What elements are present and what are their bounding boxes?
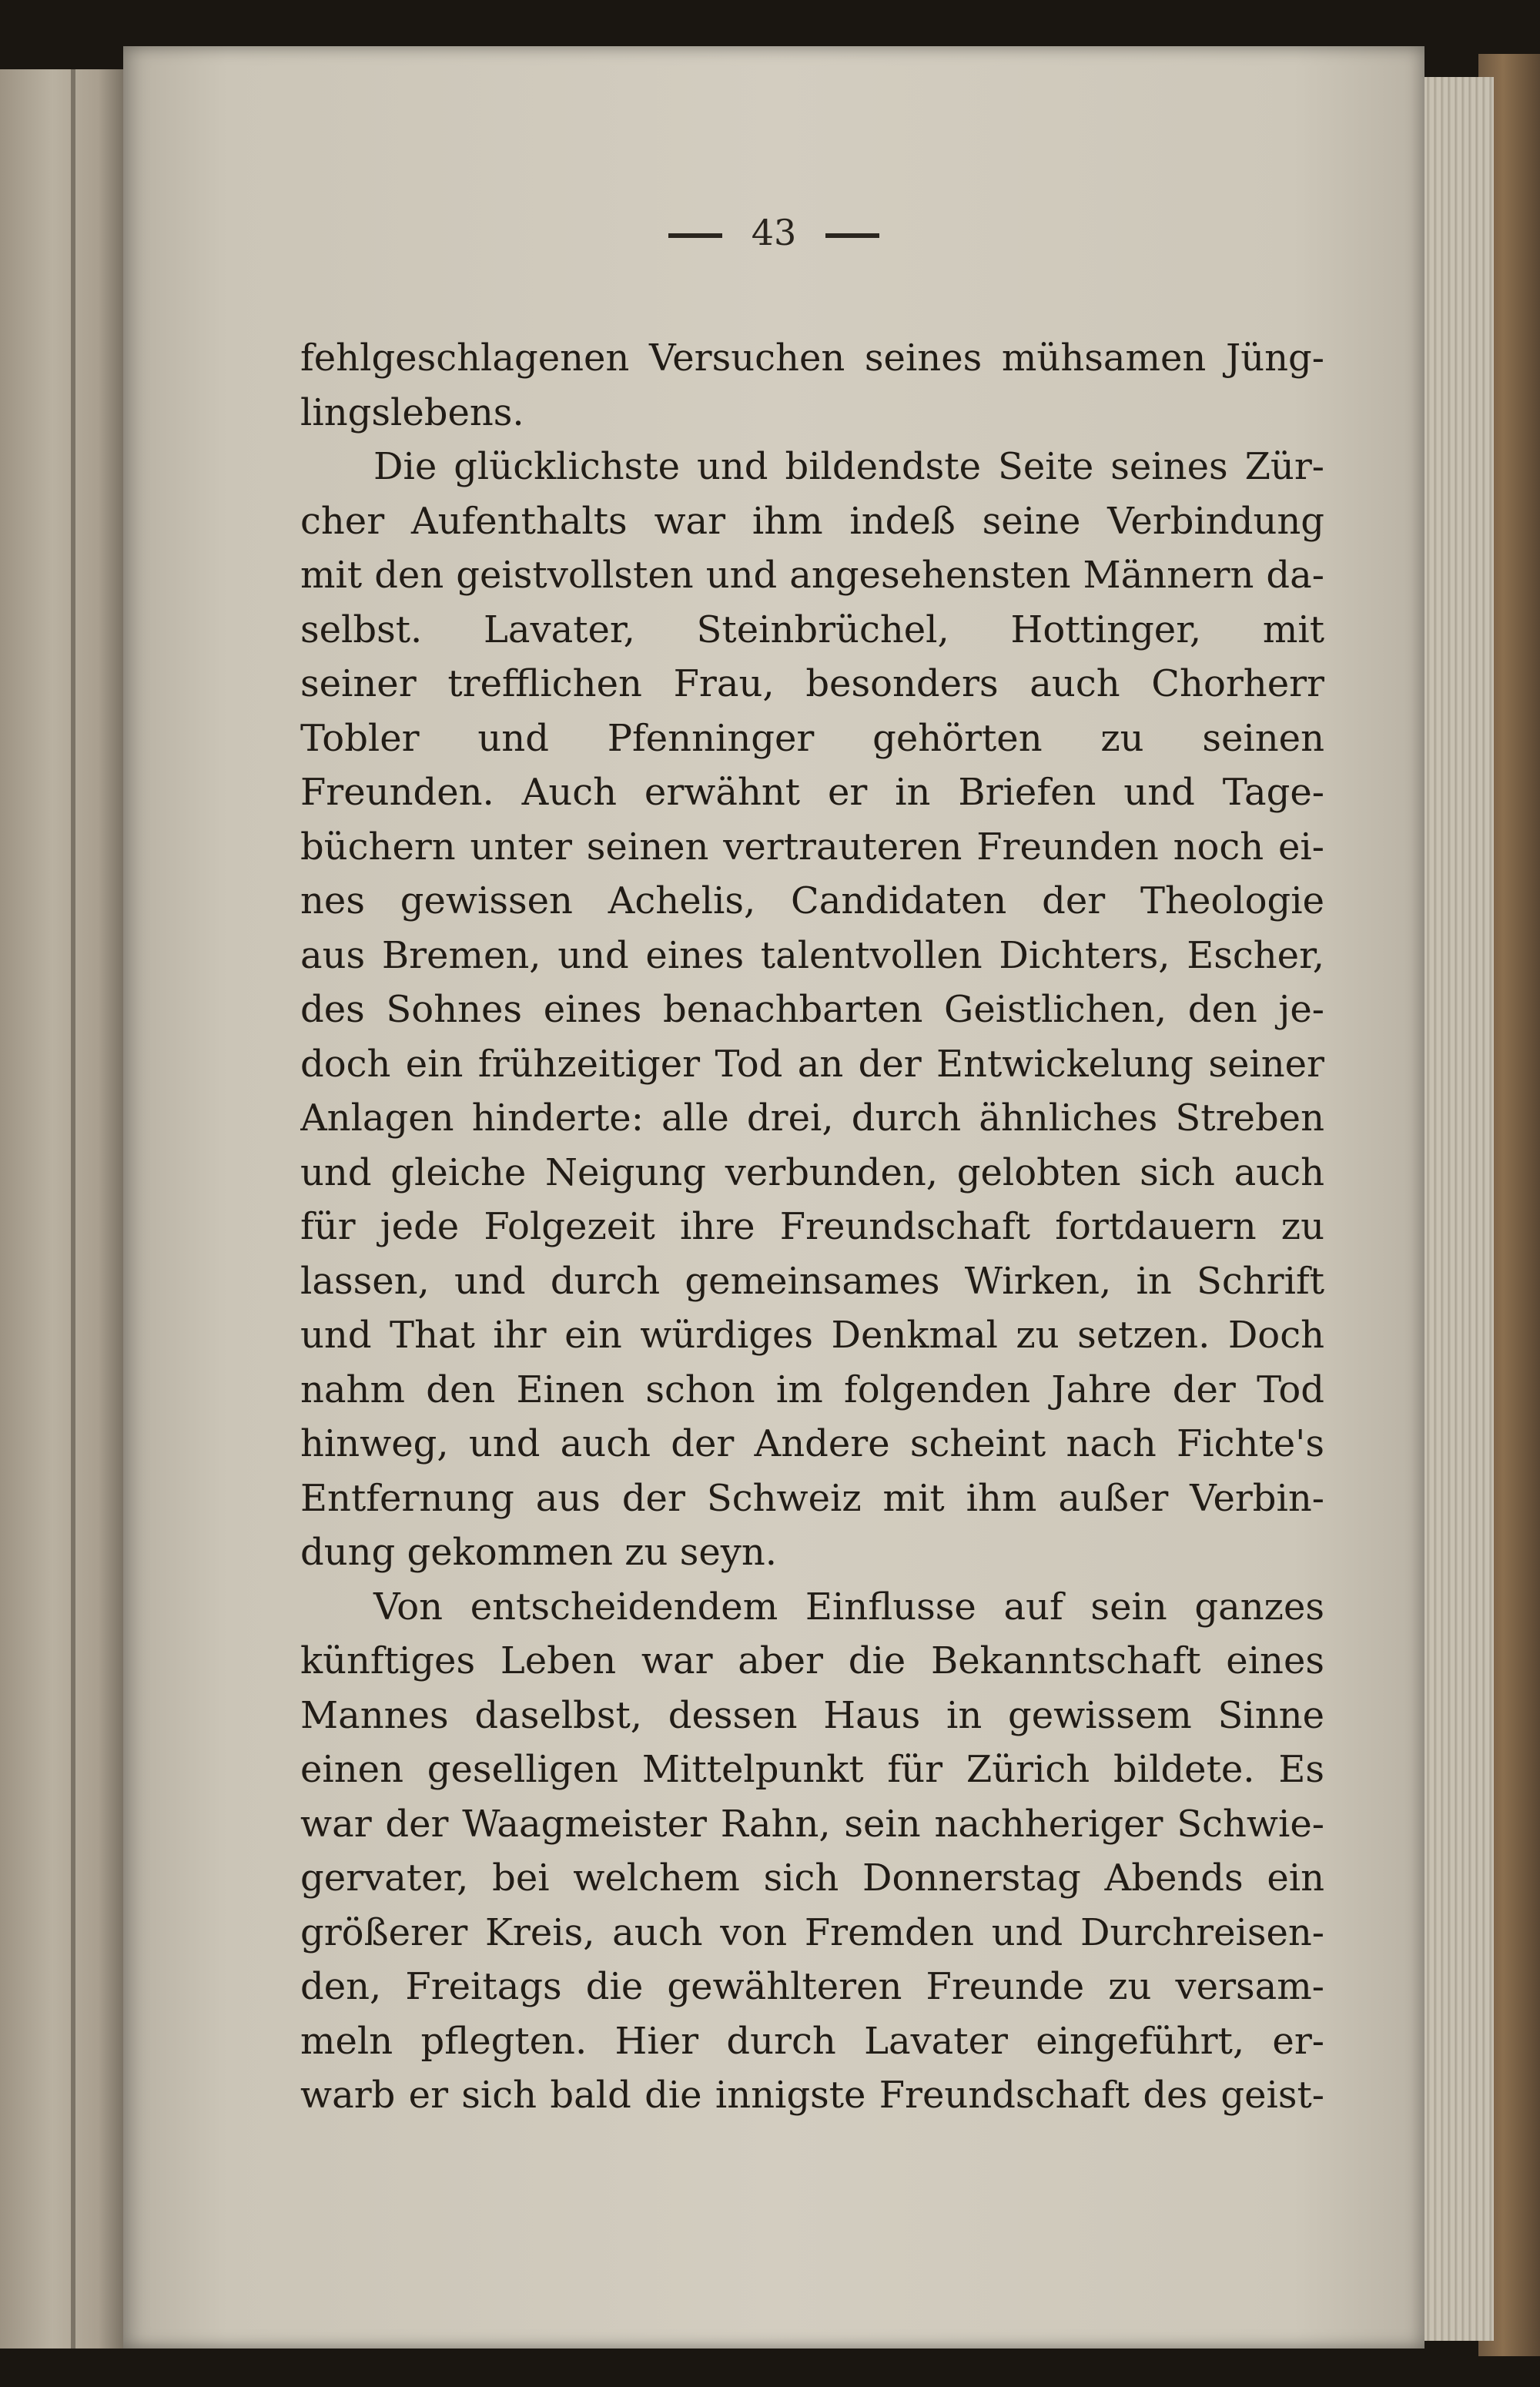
text-line: büchern unter seinen vertrauteren Freunden noch ei- [300, 825, 1324, 869]
text-line: aus Bremen, und eines talentvollen Dichters, Escher, [300, 933, 1324, 977]
text-line: warb er sich bald die innigste Freundschaft des geist- [300, 2074, 1324, 2117]
text-line: Mannes daselbst, dessen Haus in gewissem Sinne [300, 1693, 1324, 1737]
text-line: hinweg, und auch der Andere scheint nach Fichte's [300, 1422, 1324, 1465]
text-line: Anlagen hinderte: alle drei, durch ähnliches Streben [300, 1096, 1324, 1140]
text-line: nes gewissen Achelis, Candidaten der Theologie [300, 879, 1324, 922]
text-line: den, Freitags die gewählteren Freunde zu versam- [300, 1965, 1324, 2008]
text-line: künftiges Leben war aber die Bekanntschaft eines [300, 1639, 1324, 1682]
text-line: dung gekommen zu seyn. [300, 1531, 778, 1574]
text-line: lingslebens. [300, 390, 524, 434]
text-line: Tobler und Pfenninger gehörten zu seinen [300, 716, 1324, 760]
text-line: seiner trefflichen Frau, besonders auch Chorherr [300, 662, 1324, 705]
text-line: war der Waagmeister Rahn, sein nachheriger Schwie- [300, 1802, 1324, 1846]
text-line: des Sohnes eines benachbarten Geistlichen, den je- [300, 988, 1324, 1031]
page-number: 43 [751, 212, 797, 253]
text-line: Entfernung aus der Schweiz mit ihm außer Verbin- [300, 1476, 1324, 1520]
previous-page-edge [0, 69, 131, 2348]
page-header [123, 212, 1424, 253]
body-text [300, 331, 1324, 2123]
text-line: größerer Kreis, auch von Fremden und Durchreisen- [300, 1910, 1324, 1954]
text-line: gervater, bei welchem sich Donnerstag Abends ein [300, 1856, 1324, 1900]
text-line: lassen, und durch gemeinsames Wirken, in Schrift [300, 1259, 1324, 1303]
header-dash-left [668, 233, 722, 238]
book-page [123, 46, 1424, 2348]
text-line: fehlgeschlagenen Versuchen seines mühsamen Jüng- [300, 336, 1324, 380]
text-line: Von entscheidendem Einflusse auf sein ganzes [373, 1585, 1324, 1629]
text-line: doch ein frühzeitiger Tod an der Entwickelung seiner [300, 1042, 1324, 1086]
text-line: Freunden. Auch erwähnt er in Briefen und Tage- [300, 771, 1324, 814]
text-line: mit den geistvollsten und angesehensten Männern da- [300, 554, 1324, 597]
text-line: und gleiche Neigung verbunden, gelobten sich auch [300, 1150, 1324, 1194]
text-line: Die glücklichste und bildendste Seite seines Zür- [373, 445, 1324, 488]
text-line: nahm den Einen schon im folgenden Jahre der Tod [300, 1368, 1324, 1411]
text-line: cher Aufenthalts war ihm indeß seine Verbindung [300, 499, 1324, 543]
text-line: einen geselligen Mittelpunkt für Zürich bildete. Es [300, 1748, 1324, 1791]
header-dash-right [825, 233, 879, 238]
text-line: für jede Folgezeit ihre Freundschaft fortdauern zu [300, 1205, 1324, 1248]
text-line: meln pflegten. Hier durch Lavater eingeführt, er- [300, 2019, 1324, 2063]
text-line: und That ihr ein würdiges Denkmal zu setzen. Doch [300, 1314, 1324, 1357]
text-line: selbst. Lavater, Steinbrüchel, Hottinger, mit [300, 608, 1324, 651]
